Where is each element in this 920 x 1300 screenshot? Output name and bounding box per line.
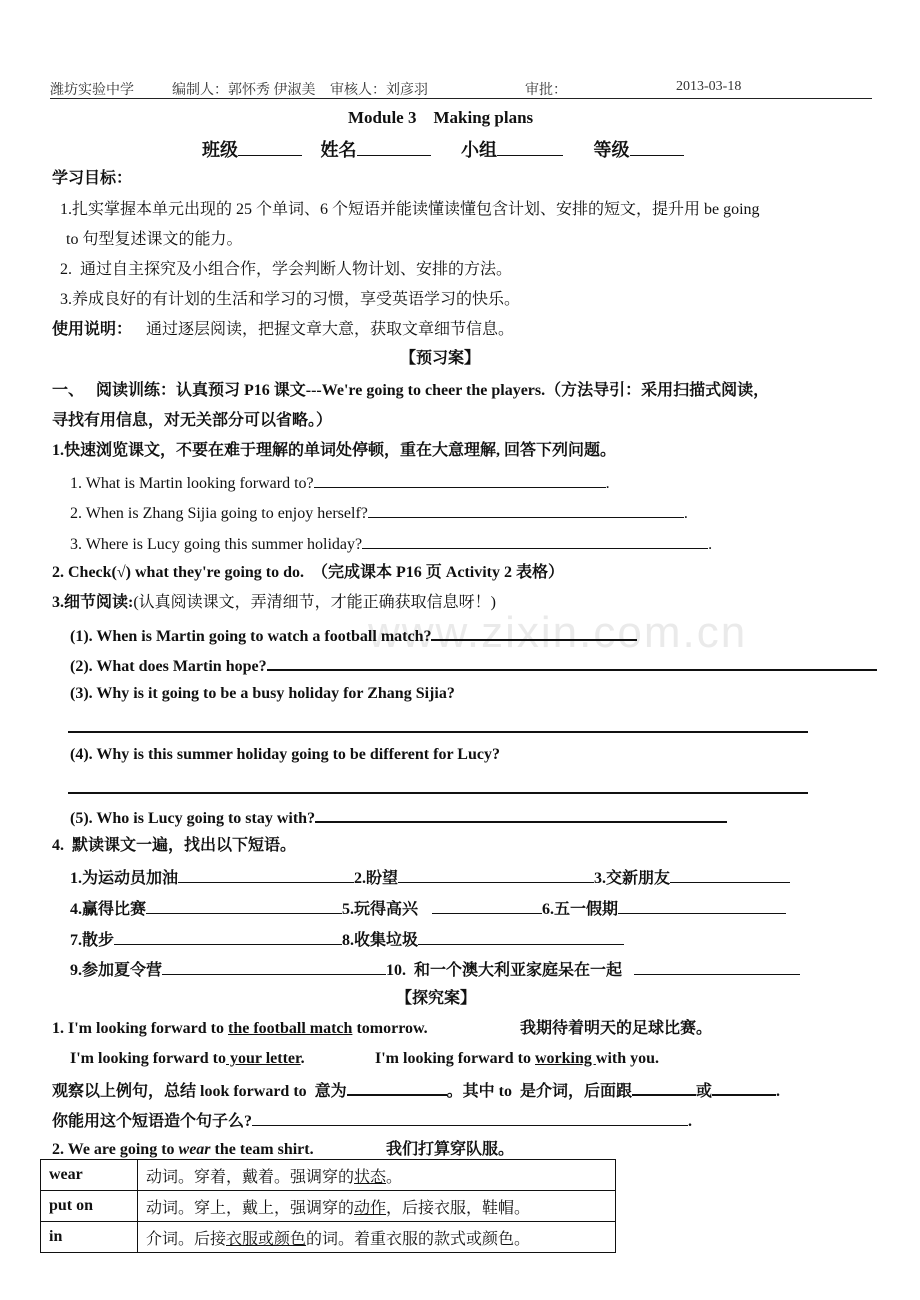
task1-q3-answer[interactable] xyxy=(362,532,708,549)
explore1-ex3-post: with you. xyxy=(595,1050,660,1067)
table-row xyxy=(41,1191,616,1222)
task3-q1 xyxy=(70,623,637,648)
def-underlined: 动作 xyxy=(354,1199,387,1217)
phrase-4-label: 4.赢得比赛 xyxy=(70,901,147,918)
def-text-end: ，后接衣服，鞋帽。 xyxy=(386,1199,531,1217)
info-fields xyxy=(202,136,684,162)
group-field[interactable] xyxy=(497,139,563,156)
explore1-ex2-post: . xyxy=(300,1050,305,1067)
table-def-cell xyxy=(138,1160,616,1191)
explore1-observe-a: 观察以上例句，总结 look forward to 意为 xyxy=(52,1083,347,1100)
watermark: www.zixin.com.cn xyxy=(368,608,748,657)
explore1-ex1-pre: 1. I'm looking forward to xyxy=(52,1020,228,1037)
explore1-ex3-pre: I'm looking forward to xyxy=(375,1050,535,1067)
explore1-meaning-answer[interactable] xyxy=(347,1078,447,1096)
phrase-7-answer[interactable] xyxy=(114,928,342,945)
task1-q3-text: 3. Where is Lucy going this summer holiday? xyxy=(70,536,363,553)
group-label: 小组 xyxy=(461,140,497,160)
phrase-5-answer[interactable] xyxy=(432,897,542,914)
task1-q2: 2. When is Zhang Sijia going to enjoy herself? . xyxy=(70,501,688,525)
explore1-ex1-post: tomorrow. xyxy=(352,1020,428,1037)
task3-heading xyxy=(52,592,496,614)
wear-comparison-table xyxy=(40,1159,616,1253)
explore2-translation: 我们打算穿队服。 xyxy=(386,1141,515,1158)
page-title: Module 3 Making plans xyxy=(348,108,534,127)
table-word-cell: put on xyxy=(41,1191,138,1222)
task1-q1-text: 1. What is Martin looking forward to? xyxy=(70,475,314,492)
def-underlined: 衣服或颜色 xyxy=(226,1230,307,1248)
explore1-observe-b: 。其中 to 是介词，后面跟 xyxy=(446,1083,633,1100)
goal-3: 3.养成良好的有计划的生活和学习的习惯，享受英语学习的快乐。 xyxy=(60,291,521,308)
explore1-ex1-underlined: the football match xyxy=(228,1020,353,1037)
task4-heading: 4. 默读课文一遍，找出以下短语。 xyxy=(52,837,297,854)
table-word-cell: wear xyxy=(41,1160,138,1191)
usage-label: 使用说明： xyxy=(52,321,133,338)
task3-q2-text: (2). What does Martin hope? xyxy=(70,658,267,675)
phrase-4-answer[interactable] xyxy=(146,897,342,914)
name-label: 姓名 xyxy=(320,140,357,160)
explore2-pre: 2. We are going to xyxy=(52,1141,179,1158)
def-underlined: 状态 xyxy=(354,1168,387,1186)
preview-heading: 【预习案】 xyxy=(400,350,481,367)
class-label: 班级 xyxy=(202,140,238,160)
explore1-example-3 xyxy=(375,1048,659,1070)
task3-q5-text: (5). Who is Lucy going to stay with? xyxy=(70,810,316,827)
task3-q2 xyxy=(70,653,877,678)
explore1-example-1 xyxy=(52,1018,428,1040)
name-field[interactable] xyxy=(357,139,431,156)
task3-q1-text: (1). When is Martin going to watch a football match? xyxy=(70,628,432,645)
task3-q5-answer[interactable] xyxy=(315,805,727,823)
phrase-row-1 xyxy=(70,866,790,890)
explore1-follow-answer-2[interactable] xyxy=(712,1078,776,1096)
header-school: 潍坊实验中学 xyxy=(50,83,134,98)
explore2-wear: wear xyxy=(178,1141,211,1158)
goal-2: 2. 通过自主探究及小组合作，学会判断人物计划、安排的方法。 xyxy=(60,261,513,278)
phrase-6-label: 6.五一假期 xyxy=(542,901,619,918)
task1-q2-text: 2. When is Zhang Sijia going to enjoy herself? xyxy=(70,505,368,522)
task3-q3: (3). Why is it going to be a busy holiday for Zhang Sijia? xyxy=(70,685,455,702)
explore1-example-2 xyxy=(70,1048,305,1070)
phrase-5-label: 5.玩得高兴 xyxy=(342,901,419,918)
task3-heading-rest: (认真阅读课文，弄清细节，才能正确获取信息呀！) xyxy=(133,594,497,611)
phrase-3-answer[interactable] xyxy=(670,866,790,883)
phrase-1-label: 1.为运动员加油 xyxy=(70,870,179,887)
explore1-make-sentence-text: 你能用这个短语造个句子么? xyxy=(52,1113,253,1130)
table-row xyxy=(41,1222,616,1253)
phrase-10-answer[interactable] xyxy=(634,958,800,975)
task1-heading: 1.快速浏览课文，不要在难于理解的单词处停顿，重在大意理解, 回答下列问题。 xyxy=(52,442,617,459)
grade-label: 等级 xyxy=(593,140,630,160)
task3-q5 xyxy=(70,805,727,830)
phrase-row-2 xyxy=(70,897,786,921)
def-text: 介词。后接 xyxy=(146,1230,227,1248)
explore1-sentence-answer[interactable] xyxy=(252,1109,688,1126)
phrase-3-label: 3.交新朋友 xyxy=(594,870,671,887)
header-divider xyxy=(50,98,872,99)
def-text-end: 。 xyxy=(386,1168,403,1186)
explore1-observe-c: 或 xyxy=(696,1083,713,1100)
goal-1-line-1: 1.扎实掌握本单元出现的 25 个单词、6 个短语并能读懂读懂包含计划、安排的短文，提升用 be going xyxy=(60,201,760,218)
explore2-example xyxy=(52,1139,314,1161)
explore-heading: 【探究案】 xyxy=(396,990,477,1007)
header-approval: 审批： xyxy=(525,83,567,98)
phrase-9-label: 9.参加夏令营 xyxy=(70,962,163,979)
phrase-row-4 xyxy=(70,958,800,982)
phrase-2-answer[interactable] xyxy=(398,866,594,883)
section1-line-1: 一、 阅读训练：认真预习 P16 课文---We're going to cheer the players.（方法导引：采用扫描式阅读， xyxy=(52,382,770,399)
explore1-ex2-pre: I'm looking forward to xyxy=(70,1050,226,1067)
phrase-7-label: 7.散步 xyxy=(70,932,115,949)
class-field[interactable] xyxy=(238,139,302,156)
goal-1-line-2: to 句型复述课文的能力。 xyxy=(66,231,243,248)
task1-q1-answer[interactable] xyxy=(314,471,606,488)
phrase-6-answer[interactable] xyxy=(618,897,786,914)
phrase-1-answer[interactable] xyxy=(178,866,354,883)
phrase-8-answer[interactable] xyxy=(418,928,624,945)
usage-text: 通过逐层阅读，把握文章大意，获取文章细节信息。 xyxy=(146,321,515,338)
explore1-make-sentence: 你能用这个短语造个句子么? . xyxy=(52,1109,692,1133)
header-editors: 编制人：郭怀秀 伊淑美 xyxy=(172,83,316,98)
explore1-ex2-underlined: your letter xyxy=(226,1050,301,1067)
table-word-cell: in xyxy=(41,1222,138,1253)
explore1-observe-end: . xyxy=(776,1083,781,1100)
usage-note xyxy=(52,319,514,341)
task1-q3: 3. Where is Lucy going this summer holiday? . xyxy=(70,532,712,556)
phrase-row-3 xyxy=(70,928,624,952)
goals-heading: 学习目标： xyxy=(52,170,133,187)
header-reviewer: 审核人：刘彦羽 xyxy=(330,83,428,98)
phrase-2-label: 2.盼望 xyxy=(354,870,399,887)
grade-field[interactable] xyxy=(630,139,684,156)
task3-q1-answer[interactable] xyxy=(431,623,637,641)
task3-q2-answer[interactable] xyxy=(267,653,877,671)
def-text-end: 的词。着重衣服的款式或颜色。 xyxy=(306,1230,531,1248)
task2: 2. Check(√) what they're going to do. （完成课本 P16 页 Activity 2 表格） xyxy=(52,564,565,581)
section1-line-2: 寻找有用信息，对无关部分可以省略。） xyxy=(52,412,333,429)
task1-q2-answer[interactable] xyxy=(368,501,684,518)
task3-q4-answer-line[interactable] xyxy=(68,792,808,794)
task3-q3-answer-line[interactable] xyxy=(68,731,808,733)
explore2-post: the team shirt. xyxy=(210,1141,314,1158)
phrase-9-answer[interactable] xyxy=(162,958,386,975)
explore1-follow-answer-1[interactable] xyxy=(632,1078,696,1096)
header-date: 2013-03-18 xyxy=(676,79,742,94)
table-def-cell xyxy=(138,1222,616,1253)
task1-q1: 1. What is Martin looking forward to? . xyxy=(70,471,610,495)
explore1-observe xyxy=(52,1078,780,1103)
def-text: 动词。穿着，戴着。强调穿的 xyxy=(146,1168,355,1186)
phrase-8-label: 8.收集垃圾 xyxy=(342,932,419,949)
table-def-cell xyxy=(138,1191,616,1222)
explore1-ex1-translation: 我期待着明天的足球比赛。 xyxy=(520,1020,713,1037)
table-row xyxy=(41,1160,616,1191)
phrase-10-label: 10. 和一个澳大利亚家庭呆在一起 xyxy=(386,962,623,979)
task3-q4: (4). Why is this summer holiday going to be different for Lucy? xyxy=(70,746,500,763)
def-text: 动词。穿上，戴上，强调穿的 xyxy=(146,1199,355,1217)
task3-heading-bold: 3.细节阅读: xyxy=(52,594,134,611)
explore1-ex3-underlined: working xyxy=(535,1050,596,1067)
